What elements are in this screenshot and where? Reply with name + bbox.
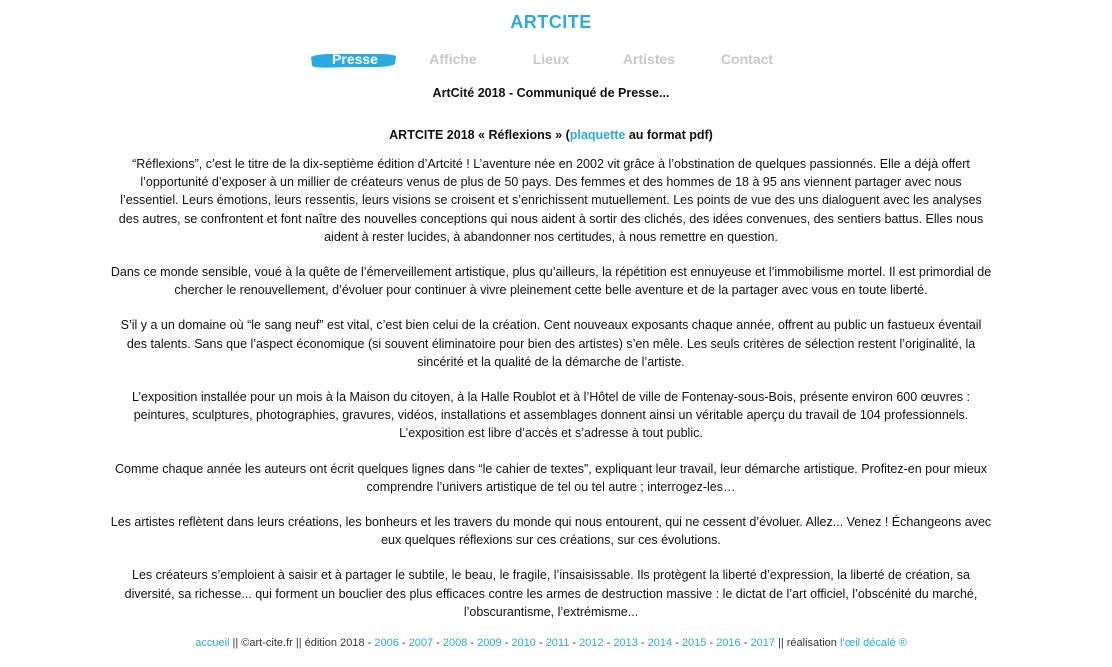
heading-prefix: ARTCITE 2018 « Réflexions » ( (389, 128, 570, 142)
paragraph: Les créateurs s’emploient à saisir et à partager le subtile, le beau, le fragile, l’insaisissable. Ils protègent la liberté d’expression, la liberté de création, sa diversité, sa richesse... qui forment un bouclier des plus efficaces contre les armes de destruction massive : le dictat de l’art officiel, l’obscénité du marché, l’obscurantisme, l’extrémisme... (124, 568, 978, 619)
plaquette-pdf-link[interactable]: plaquette (569, 128, 626, 142)
footer-year-link[interactable]: 2015 (681, 637, 707, 649)
footer-year-link[interactable]: 2013 (613, 637, 638, 649)
nav-item-lieux[interactable]: Lieux (532, 51, 570, 67)
footer-year-link[interactable]: 2012 (579, 637, 604, 649)
site-title[interactable]: ARTCITE (510, 12, 592, 32)
paragraph: L’exposition installée pour un mois à la Maison du citoyen, à la Halle Roublot et à l’Hôtel de ville de Fontenay-sous-Bois, présente environ 600 œuvres : peintures, sculptures, photographies, gravures, vidéos, installations et assemblages donnent ainsi un véritable aperçu du travail de 104 professionnels. L’exposition est libre d’accès et s’adresse à tout public. (132, 390, 970, 441)
footer-dash: - (433, 637, 443, 649)
footer-sep: || (292, 637, 305, 649)
nav-item-presse[interactable]: Presse (306, 50, 404, 72)
paragraph: Les artistes reflètent dans leurs créations, les bonheurs et les travers du monde qui nous entourent, qui ne cessent d’évoluer. Allez... Venez ! Échangeons avec eux quelques réflexions sur ces créations, sur ces évolutions. (110, 515, 992, 548)
paragraph: S’il y a un domaine où “le sang neuf” est vital, c’est bien celui de la création. Cent nouveaux exposants chaque année, offrent au public un fastueux éventail des talents. Sans que l’aspect économique (si souvent éliminatoire pour bien des artistes) s’en mêle. Les seuls critères de sélection restent l’originalité, la sincérité et la qualité de la démarche de l’artiste. (120, 318, 982, 369)
footer-dash: - (637, 637, 648, 649)
footer-year-link[interactable]: 2017 (750, 637, 775, 649)
main-nav (0, 50, 1102, 72)
press-release-body (110, 155, 992, 638)
footer-copyright: ©art-cite.fr (241, 637, 293, 649)
footer-year-link[interactable]: 2016 (716, 637, 741, 649)
heading-suffix: au format pdf) (625, 128, 713, 142)
footer-dash: - (535, 637, 546, 649)
paragraph: Dans ce monde sensible, voué à la quête de l’émerveillement artistique, plus qu’ailleurs, la répétition est ennuyeuse et l’immobilisme mortel. Il est primordial de chercher le renouvellement, d’évoluer pour continuer à vivre pleinement cette belle aventure et de la partager avec vous en toute liberté. (110, 265, 992, 298)
footer-dash: - (501, 637, 512, 649)
footer-dash: - (364, 637, 375, 649)
footer-year-link[interactable]: 2014 (647, 637, 673, 649)
footer (0, 637, 1102, 649)
footer-sep: || (229, 637, 242, 649)
footer-year-link[interactable]: 2006 (374, 637, 399, 649)
nav-item-contact[interactable]: Contact (720, 51, 774, 67)
footer-dash: - (569, 637, 580, 649)
footer-dash: - (740, 637, 751, 649)
footer-year-link[interactable]: 2007 (408, 637, 434, 649)
footer-dash: - (603, 637, 614, 649)
page-subtitle: ArtCité 2018 - Communiqué de Presse... (432, 86, 670, 100)
footer-year-link[interactable]: 2010 (511, 637, 536, 649)
paragraph: “Réflexions”, c’est le titre de la dix-septième édition d’Artcité ! L’aventure née en 2002 vit grâce à l’obstination de quelques passionnés. Elle a déjà offert l’opportunité d’exposer à un millier de créateurs venus de plus de 50 pays. Des femmes et des hommes de 18 à 95 ans viennent partager avec nous l’essentiel. Leurs émotions, leurs ressentis, leurs visions se croisent et s’enrichissent mutuellement. Les points de vue des uns dialoguent avec les analyses des autres, se confrontent et font naître des nouvelles conceptions qui nous aident à sortir des clichés, des idées convenues, des sentiers battus. Elles nous aident à rester lucides, à abandonner nos certitudes, à nous remettre en question. (118, 157, 984, 244)
footer-dash: - (706, 637, 717, 649)
footer-year-link[interactable]: 2011 (545, 637, 570, 649)
footer-sep: || (774, 637, 787, 649)
nav-item-affiche[interactable]: Affiche (429, 51, 477, 67)
footer-year-link[interactable]: 2008 (442, 637, 468, 649)
footer-year-link[interactable]: 2009 (477, 637, 502, 649)
footer-dash: - (467, 637, 478, 649)
footer-dash: - (398, 637, 409, 649)
footer-credit-prefix: réalisation (786, 637, 840, 649)
paragraph: Comme chaque année les auteurs ont écrit quelques lignes dans “le cahier de textes”, expliquant leur travail, leur démarche artistique. Profitez-en pour mieux comprendre l’univers artistique de tel ou tel autre ; interrogez-les… (115, 461, 987, 494)
page-heading (0, 128, 1102, 142)
nav-item-artistes[interactable]: Artistes (622, 51, 676, 67)
footer-home-link[interactable]: accueil (195, 637, 230, 649)
footer-edition: édition 2018 (304, 637, 365, 649)
footer-credit-link[interactable]: l’œil décalé ® (839, 637, 907, 649)
footer-dash: - (672, 637, 682, 649)
